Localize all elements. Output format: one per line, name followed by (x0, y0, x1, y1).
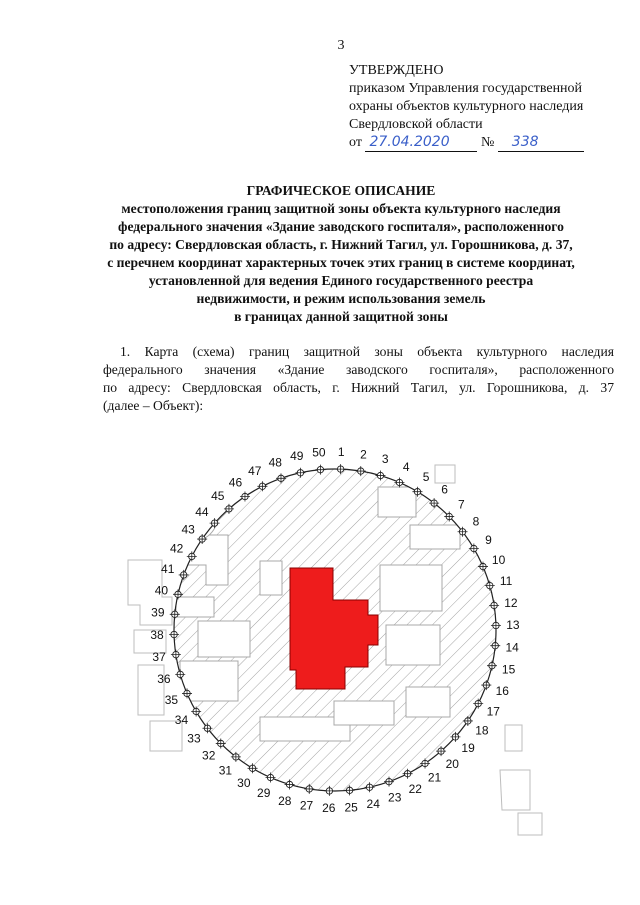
boundary-point-label: 32 (202, 748, 216, 763)
boundary-point-label: 6 (441, 482, 448, 497)
building-outline (435, 465, 455, 483)
boundary-point-label: 35 (164, 693, 179, 708)
date-prefix: от (349, 135, 362, 150)
approval-region-line: Свердловской области (349, 117, 483, 132)
boundary-point-label: 29 (257, 786, 271, 801)
boundary-point-label: 4 (402, 459, 410, 474)
title-line: федерального значения «Здание заводского госпиталя», расположенного (118, 219, 564, 234)
approval-order-line: приказом Управления государственной (349, 81, 583, 96)
section1-line: (далее – Объект): (103, 398, 204, 413)
building-outline (380, 565, 442, 611)
boundary-point-label: 19 (461, 741, 475, 756)
boundary-point-label: 28 (278, 793, 292, 808)
date-field (365, 135, 477, 152)
boundary-point-label: 46 (228, 475, 243, 490)
boundary-point-label: 34 (174, 713, 189, 728)
boundary-point-label: 23 (388, 790, 402, 805)
building-outline (260, 561, 282, 595)
approval-title: УТВЕРЖДЕНО (349, 63, 444, 78)
boundary-point-label: 38 (150, 627, 164, 642)
boundary-point-label: 36 (157, 672, 171, 687)
boundary-point-label: 5 (422, 470, 430, 485)
boundary-point-label: 41 (161, 562, 175, 577)
boundary-point-label: 30 (237, 775, 251, 790)
building-outline (518, 813, 542, 835)
boundary-point-label: 50 (312, 445, 326, 460)
boundary-point-label: 22 (408, 781, 422, 796)
boundary-point-label: 7 (457, 497, 465, 512)
boundary-point-label: 13 (506, 618, 520, 633)
title-line: установленной для ведения Единого государственного реестра (148, 273, 534, 288)
boundary-point-label: 11 (499, 573, 513, 588)
title-line: в границах данной защитной зоны (234, 309, 448, 324)
boundary-point-label: 47 (248, 464, 262, 479)
building-outline (334, 701, 394, 725)
boundary-point-label: 26 (322, 800, 336, 815)
building-outline (198, 621, 250, 657)
boundary-point-label: 1 (337, 445, 345, 460)
document-heading: ГРАФИЧЕСКОЕ ОПИСАНИЕ (246, 183, 436, 198)
protection-zone-map (110, 425, 580, 840)
boundary-point-label: 12 (504, 595, 518, 610)
boundary-point-label: 31 (218, 763, 233, 778)
boundary-point-label: 14 (505, 640, 519, 655)
title-line: недвижимости, и режим использования земель (196, 291, 486, 306)
boundary-point-label: 48 (268, 455, 282, 470)
boundary-point-label: 18 (475, 723, 489, 738)
building-outline (386, 625, 440, 665)
number-prefix: № (480, 135, 495, 150)
boundary-point-label: 37 (152, 650, 166, 665)
title-line: с перечнем координат характерных точек этих границ в системе координат, (107, 255, 575, 270)
building-outline (505, 725, 522, 751)
section1-line: по адресу: Свердловская область, г. Нижний Тагил, ул. Горошникова, д. 37 (103, 380, 614, 395)
boundary-point-label: 33 (187, 731, 201, 746)
boundary-point-label: 9 (485, 532, 492, 547)
boundary-point-label: 27 (299, 798, 314, 813)
title-line: местоположения границ защитной зоны объекта культурного наследия (121, 201, 561, 216)
section1-line: 1. Карта (схема) границ защитной зоны объекта культурного наследия (120, 344, 614, 359)
boundary-point-label: 44 (195, 504, 209, 519)
boundary-point-label: 2 (360, 447, 367, 462)
boundary-point-label: 17 (486, 704, 500, 719)
boundary-point-label: 39 (151, 605, 165, 620)
boundary-point-label: 43 (181, 522, 195, 537)
building-outline (378, 487, 416, 517)
boundary-point-label: 20 (445, 756, 459, 771)
building-outline (500, 770, 530, 810)
boundary-point-label: 24 (366, 796, 380, 811)
boundary-point-label: 40 (154, 583, 169, 598)
handwritten-number: 338 (511, 134, 539, 150)
title-line: по адресу: Свердловская область, г. Нижний Тагил, ул. Горошникова, д. 37, (109, 237, 573, 252)
boundary-point-label: 3 (381, 452, 389, 467)
approval-date-line (349, 134, 584, 152)
boundary-point-label: 21 (427, 770, 442, 785)
boundary-point-label: 25 (344, 800, 358, 815)
boundary-point-label: 45 (211, 489, 225, 504)
boundary-point-label: 10 (491, 552, 506, 567)
handwritten-date: 27.04.2020 (369, 134, 450, 150)
approval-agency-line: охраны объектов культурного наследия (349, 99, 584, 114)
boundary-point-label: 15 (501, 662, 516, 677)
number-field (498, 135, 584, 152)
building-outline (176, 597, 214, 617)
building-outline (410, 525, 460, 549)
boundary-point-label: 8 (472, 514, 480, 529)
page-number: 3 (337, 38, 345, 53)
boundary-point-label: 49 (290, 449, 304, 464)
boundary-point-label: 42 (170, 541, 184, 556)
building-outline (406, 687, 450, 717)
boundary-point-label: 16 (495, 683, 509, 698)
section1-line: федерального значения «Здание заводского госпиталя», расположенного (103, 362, 614, 377)
